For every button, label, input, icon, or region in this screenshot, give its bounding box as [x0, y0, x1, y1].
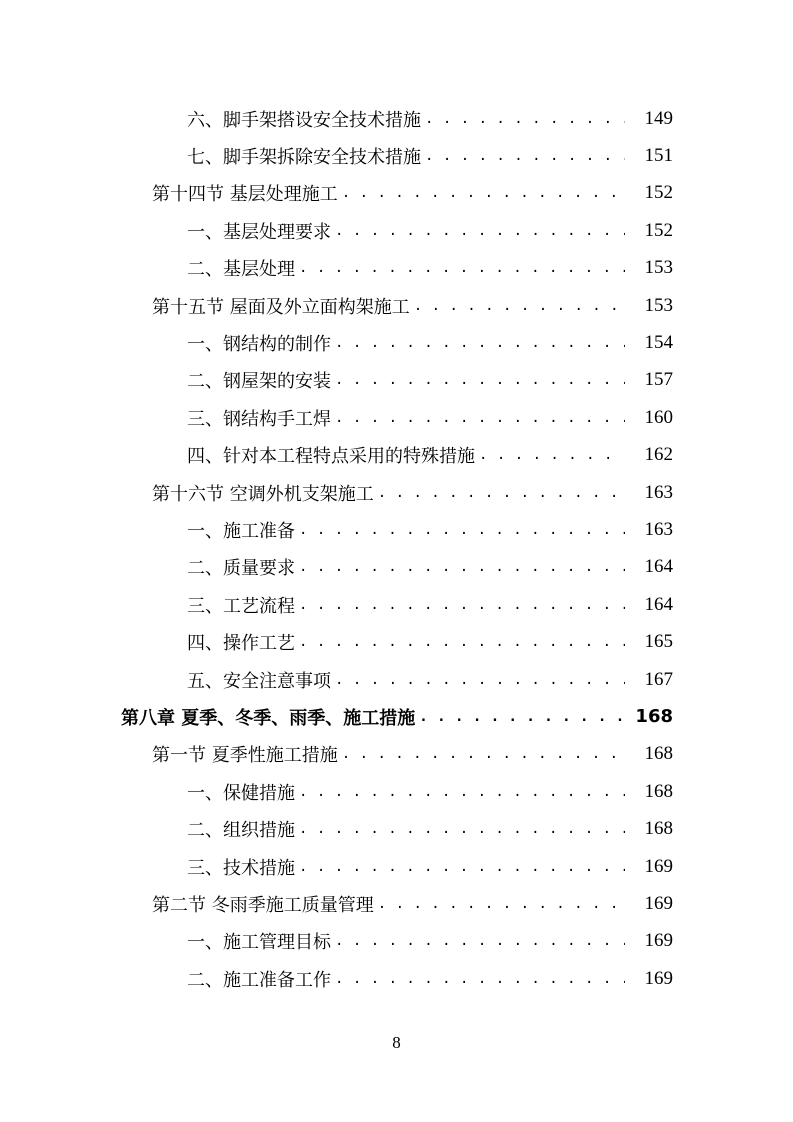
toc-entry[interactable]	[0, 661, 793, 698]
table-of-contents	[0, 100, 793, 997]
toc-entry-page: 163	[644, 518, 673, 540]
toc-entry-page: 153	[644, 257, 673, 279]
toc-entry-title: 一、施工准备	[187, 517, 299, 543]
toc-entry[interactable]	[0, 885, 793, 922]
toc-entry-page: 168	[635, 706, 673, 728]
dot-leader	[425, 109, 625, 129]
dot-leader	[335, 969, 625, 989]
toc-entry-title: 一、施工管理目标	[187, 928, 335, 954]
toc-entry[interactable]	[0, 399, 793, 436]
toc-entry-page: 152	[644, 219, 673, 241]
toc-entry[interactable]	[0, 287, 793, 324]
dot-leader	[299, 819, 625, 839]
toc-entry[interactable]	[0, 960, 793, 997]
toc-entry[interactable]	[0, 736, 793, 773]
toc-entry[interactable]	[0, 773, 793, 810]
toc-entry-page: 164	[644, 556, 673, 578]
toc-entry-page: 160	[644, 406, 673, 428]
toc-entry-page: 157	[644, 369, 673, 391]
toc-entry-title: 二、组织措施	[187, 816, 299, 842]
toc-entry-page: 154	[644, 332, 673, 354]
dot-leader	[299, 857, 625, 877]
toc-entry[interactable]	[0, 923, 793, 960]
toc-chapter-entry[interactable]	[0, 698, 793, 735]
toc-entry-title: 第一节 夏季性施工措施	[152, 741, 342, 767]
toc-entry[interactable]	[0, 848, 793, 885]
toc-entry-page: 151	[644, 145, 673, 167]
dot-leader	[378, 894, 625, 914]
toc-entry-page: 149	[644, 107, 673, 129]
toc-entry[interactable]	[0, 100, 793, 137]
toc-entry-page: 167	[644, 668, 673, 690]
toc-entry-page: 169	[644, 892, 673, 914]
toc-entry-title: 五、安全注意事项	[187, 667, 335, 693]
toc-entry-title: 一、基层处理要求	[187, 218, 335, 244]
toc-entry-title: 一、钢结构的制作	[187, 330, 335, 356]
dot-leader	[299, 595, 625, 615]
toc-entry-page: 168	[644, 818, 673, 840]
toc-entry-title: 三、工艺流程	[187, 592, 299, 618]
toc-entry[interactable]	[0, 810, 793, 847]
toc-entry-page: 168	[644, 780, 673, 802]
toc-entry-page: 153	[644, 294, 673, 316]
toc-entry-title: 四、针对本工程特点采用的特殊措施	[187, 442, 479, 468]
toc-entry-page: 169	[644, 855, 673, 877]
toc-entry[interactable]	[0, 623, 793, 660]
dot-leader	[335, 670, 625, 690]
toc-entry-page: 169	[644, 930, 673, 952]
dot-leader	[335, 333, 625, 353]
toc-entry-title: 三、钢结构手工焊	[187, 405, 335, 431]
toc-entry-title: 三、技术措施	[187, 854, 299, 880]
dot-leader	[342, 183, 625, 203]
dot-leader	[335, 370, 625, 390]
dot-leader	[335, 931, 625, 951]
toc-entry-title: 第十五节 屋面及外立面构架施工	[152, 293, 414, 319]
toc-entry[interactable]	[0, 137, 793, 174]
toc-entry-title: 七、脚手架拆除安全技术措施	[187, 143, 425, 169]
toc-entry-page: 163	[644, 481, 673, 503]
toc-entry[interactable]	[0, 212, 793, 249]
toc-entry-title: 六、脚手架搭设安全技术措施	[187, 106, 425, 132]
toc-entry[interactable]	[0, 362, 793, 399]
toc-entry[interactable]	[0, 549, 793, 586]
toc-entry-title: 第八章 夏季、冬季、雨季、施工措施	[121, 704, 419, 730]
dot-leader	[414, 296, 625, 316]
toc-entry[interactable]	[0, 474, 793, 511]
toc-entry-page: 168	[644, 743, 673, 765]
toc-entry-title: 四、操作工艺	[187, 629, 299, 655]
toc-entry-title: 第十六节 空调外机支架施工	[152, 480, 378, 506]
toc-entry[interactable]	[0, 511, 793, 548]
dot-leader	[479, 445, 625, 465]
dot-leader	[425, 146, 625, 166]
dot-leader	[342, 744, 625, 764]
toc-entry[interactable]	[0, 324, 793, 361]
toc-entry-page: 162	[644, 444, 673, 466]
dot-leader	[335, 221, 625, 241]
toc-entry-page: 169	[644, 967, 673, 989]
dot-leader	[299, 557, 625, 577]
toc-entry[interactable]	[0, 250, 793, 287]
toc-entry-title: 第十四节 基层处理施工	[152, 180, 342, 206]
toc-entry[interactable]	[0, 586, 793, 623]
dot-leader	[299, 782, 625, 802]
toc-entry-page: 165	[644, 631, 673, 653]
toc-entry-title: 第二节 冬雨季施工质量管理	[152, 891, 378, 917]
dot-leader	[419, 707, 625, 727]
toc-entry-page: 164	[644, 593, 673, 615]
toc-entry-title: 二、施工准备工作	[187, 966, 335, 992]
toc-entry[interactable]	[0, 175, 793, 212]
dot-leader	[378, 483, 625, 503]
page-number: 8	[392, 1033, 401, 1052]
dot-leader	[299, 632, 625, 652]
toc-entry-title: 一、保健措施	[187, 779, 299, 805]
toc-entry-title: 二、基层处理	[187, 255, 299, 281]
dot-leader	[299, 520, 625, 540]
dot-leader	[335, 408, 625, 428]
dot-leader	[299, 258, 625, 278]
toc-entry-title: 二、钢屋架的安装	[187, 367, 335, 393]
toc-entry-page: 152	[644, 182, 673, 204]
toc-entry-title: 二、质量要求	[187, 554, 299, 580]
toc-entry[interactable]	[0, 437, 793, 474]
